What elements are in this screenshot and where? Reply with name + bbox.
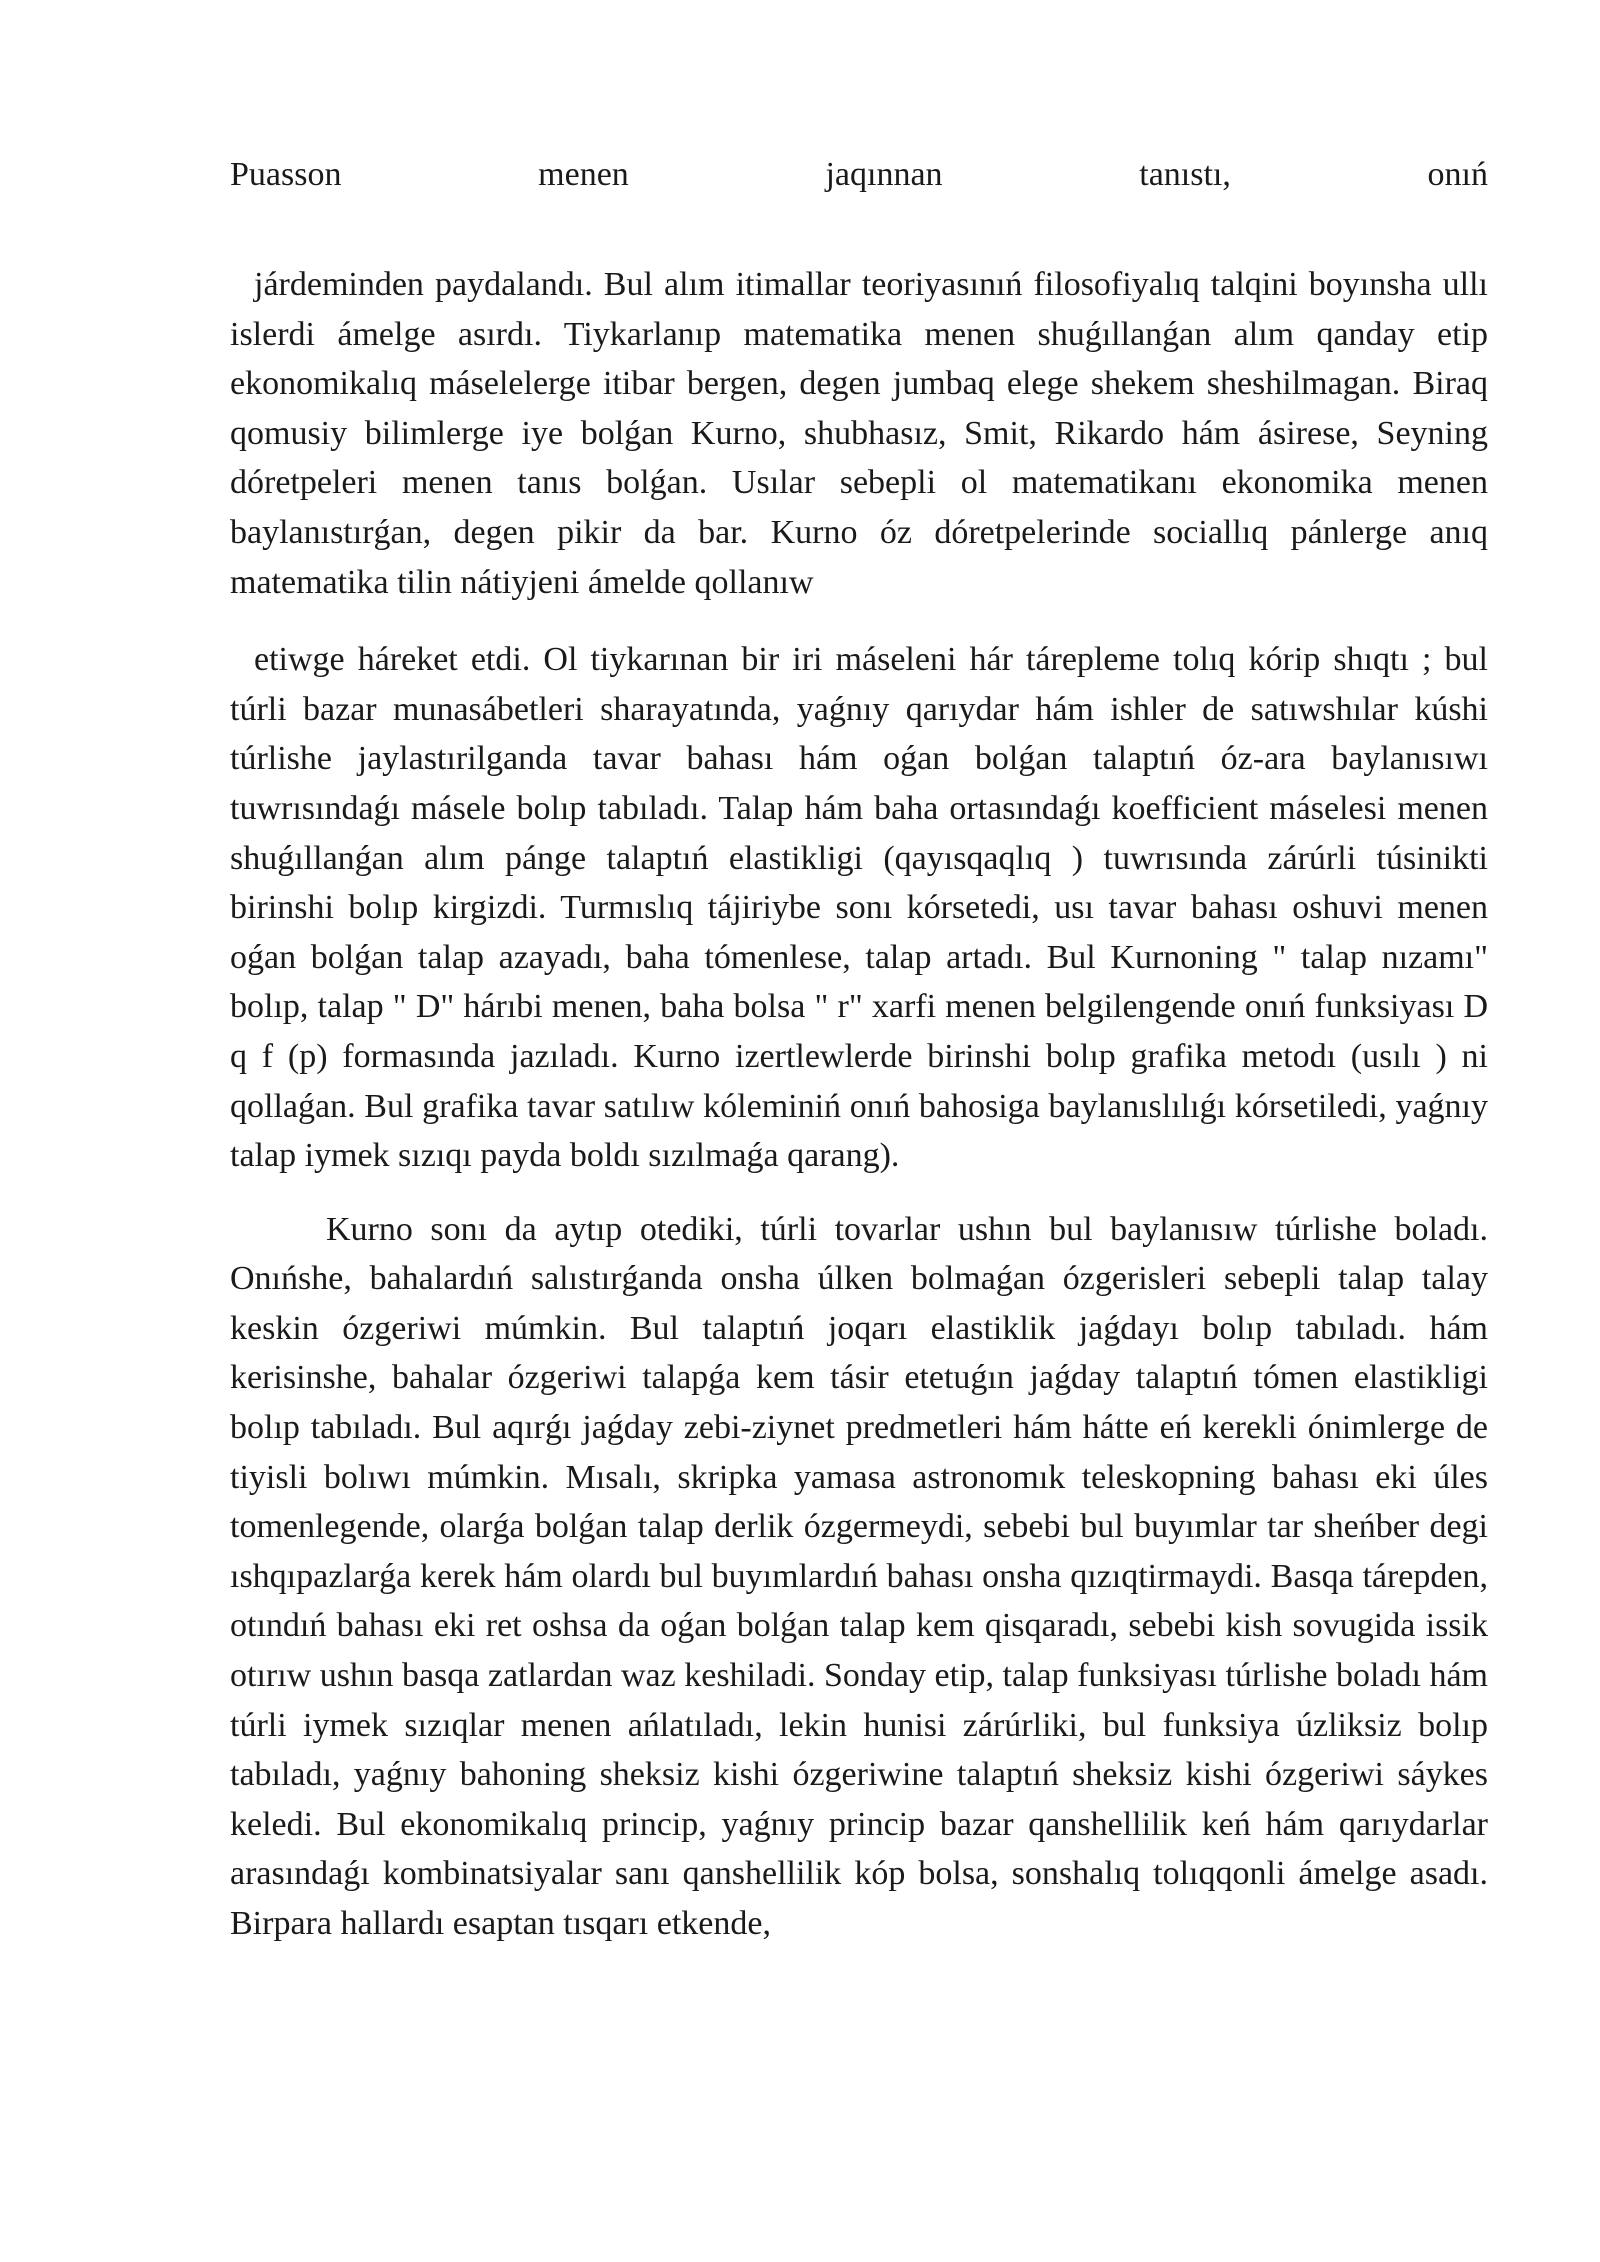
first-line-word: jaqınnan: [825, 156, 943, 193]
paragraph-2: etiwge háreket etdi. Ol tiykarınan bir iri máseleni hár tárepleme tolıq kórip shıqtı ; bul túrli bazar munasábetleri sharayatında, yaǵnıy qarıydar hám ishler de satıwshılar kúshi túrlishe jaylastırilganda tavar bahası hám oǵan bolǵan talaptıń óz-ara baylanısıwı tuwrısındaǵı másele bolıp tabıladı. Talap hám baha ortasındaǵı koefficient máselesi menen shuǵıllanǵan alım pánge talaptıń elastikligi (qayısqaqlıq ) tuwrısında zárúrli túsinikti birinshi bolıp kirgizdi. Turmıslıq tájiriybe sonı kórsetedi, usı tavar bahası oshuvi menen oǵan bolǵan talap azayadı, baha tómenlese, talap artadı. Bul Kurnoning " talap nızamı" bolıp, talap " D" hárıbi menen, baha bolsa " r" xarfi menen belgilengende onıń funksiyası D q f (p) formasında jazıladı. Kurno izertlewlerde birinshi bolıp grafika metodı (usılı ) ni qollaǵan. Bul grafika tavar satılıw kóleminiń onıń bahosiga baylanıslılıǵı kórsetiledi, yaǵnıy talap iymek sızıqı payda boldı sızılmaǵa qarang).: [230, 641, 1488, 1175]
paragraph-1: járdeminden paydalandı. Bul alım itimallar teoriyasınıń filosofiyalıq talqini boyınsha ullı islerdi ámelge asırdı. Tiykarlanıp matematika menen shuǵıllanǵan alım qanday etip ekonomikalıq máselelerge itibar bergen, degen jumbaq elege shekem sheshilmagan. Biraq qomusiy bilimlerge iye bolǵan Kurno, shubhasız, Smit, Rikardo hám ásirese, Seyning dóretpeleri menen tanıs bolǵan. Usılar sebepli ol matematikanı ekonomika menen baylanıstırǵan, degen pikir da bar. Kurno óz dóretpelerinde sociallıq pánlerge anıq matematika tilin nátiyjeni ámelde qollanıw: [230, 266, 1488, 601]
first-line-word: menen: [538, 156, 629, 193]
first-line: [230, 150, 1488, 200]
first-line-word: Puasson: [230, 156, 342, 193]
document-page: [230, 150, 1488, 1949]
first-line-word: onıń: [1427, 156, 1488, 193]
first-line-word: tanıstı,: [1139, 156, 1231, 193]
paragraph-3: Kurno sonı da aytıp otediki, túrli tovarlar ushın bul baylanısıw túrlishe boladı. Onıńshe, bahalardıń salıstırǵanda onsha úlken bolmaǵan ózgerisleri sebepli talap talay keskin ózgeriwi múmkin. Bul talaptıń joqarı elastiklik jaǵdayı bolıp tabıladı. hám kerisinshe, bahalar ózgeriwi talapǵa kem tásir etetuǵın jaǵday talaptıń tómen elastikligi bolıp tabıladı. Bul aqırǵı jaǵday zebi-ziynet predmetleri hám hátte eń kerekli ónimlerge de tiyisli bolıwı múmkin. Mısalı, skripka yamasa astronomık teleskopning bahası eki úles tomenlegende, olarǵa bolǵan talap derlik ózgermeydi, sebebi bul buyımlar tar sheńber degi ıshqıpazlarǵa kerek hám olardı bul buyımlardıń bahası onsha qızıqtirmaydi. Basqa tárepden, otındıń bahası eki ret oshsa da oǵan bolǵan talap kem qisqaradı, sebebi kish sovugida issik otırıw ushın basqa zatlardan waz keshiladi. Sonday etip, talap funksiyası túrlishe boladı hám túrli iymek sızıqlar menen ańlatıladı, lekin hunisi zárúrliki, bul funksiya úzliksiz bolıp tabıladı, yaǵnıy bahoning sheksiz kishi ózgeriwine talaptıń sheksiz kishi ózgeriwi sáykes keledi. Bul ekonomikalıq princip, yaǵnıy princip bazar qanshellilik keń hám qarıydarlar arasındaǵı kombinatsiyalar sanı qanshellilik kóp bolsa, sonshalıq tolıqqonli ámelge asadı. Birpara hallardı esaptan tısqarı etkende,: [230, 1210, 1488, 1942]
